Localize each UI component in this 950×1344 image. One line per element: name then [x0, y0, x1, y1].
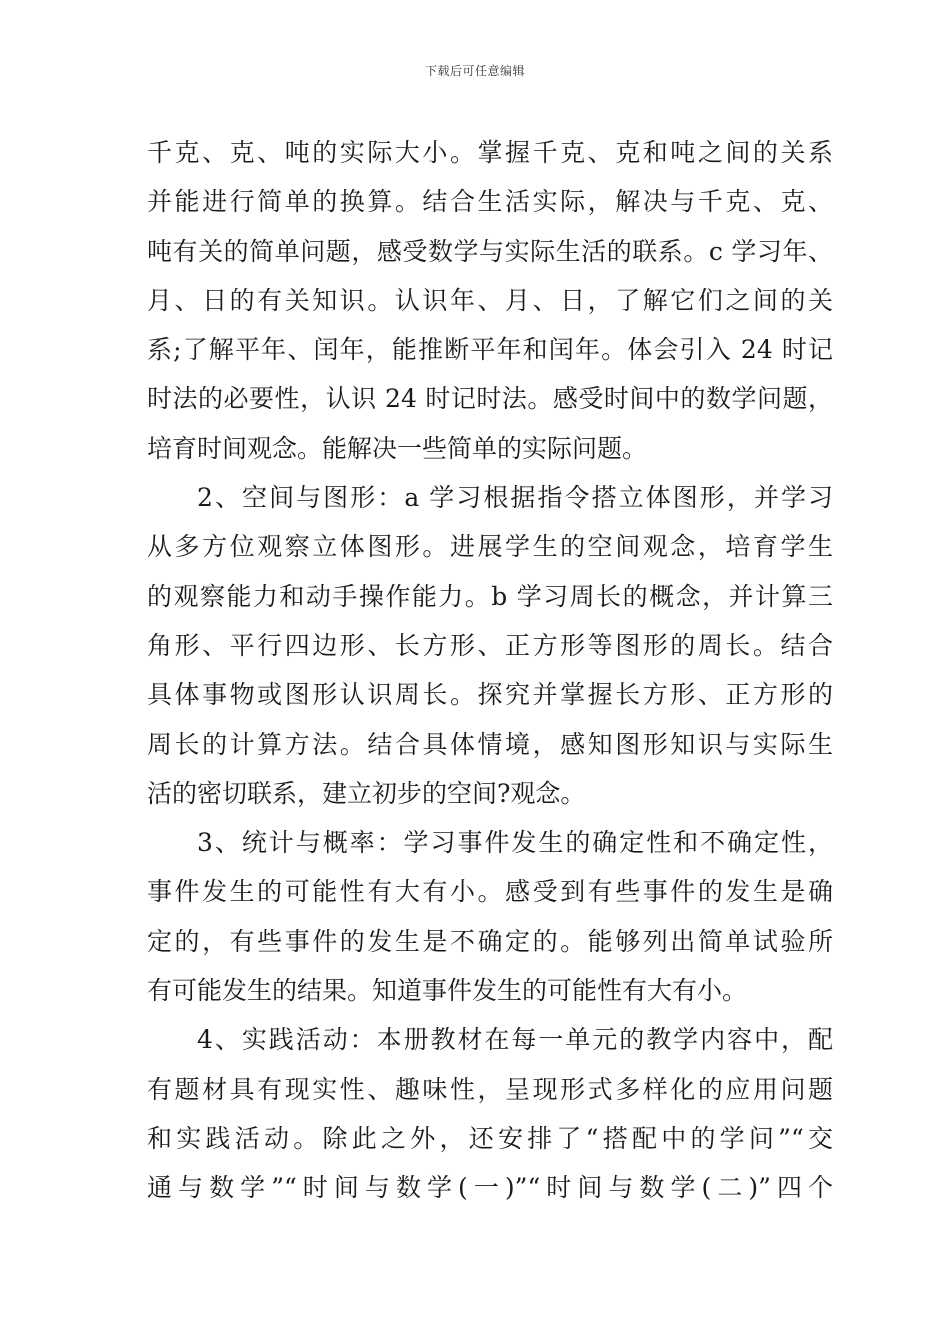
- document-body: [147, 128, 833, 1213]
- text-line: 事件发生的可能性有大有小。感受到有些事件的发生是确: [147, 877, 833, 907]
- text-line: 时法的必要性，认识 24 时记时法。感受时间中的数学问题，: [147, 384, 833, 414]
- text-line: 和实践活动。除此之外，还安排了“搭配中的学问”“交: [147, 1123, 833, 1153]
- text-line: 通与数学”“时间与数学(一)”“时间与数学(二)”四个: [147, 1173, 833, 1203]
- text-line: 2、空间与图形：a 学习根据指令搭立体图形，并学习: [197, 483, 833, 513]
- text-line: 并能进行简单的换算。结合生活实际，解决与千克、克、: [147, 187, 833, 217]
- paragraph-practice-activities: [147, 1015, 833, 1212]
- text-line: 4、实践活动：本册教材在每一单元的教学内容中，配: [197, 1025, 833, 1055]
- text-line: 有可能发生的结果。知道事件发生的可能性有大有小。: [147, 976, 748, 1006]
- text-line: 的观察能力和动手操作能力。b 学习周长的概念，并计算三: [147, 581, 833, 611]
- text-line: 培育时间观念。能解决一些简单的实际问题。: [147, 433, 648, 463]
- text-line: 月、日的有关知识。认识年、月、日，了解它们之间的关: [147, 285, 833, 315]
- text-line: 活的密切联系，建立初步的空间?观念。: [147, 778, 586, 808]
- text-line: 周长的计算方法。结合具体情境，感知图形知识与实际生: [147, 729, 833, 759]
- text-line: 3、统计与概率：学习事件发生的确定性和不确定性，: [197, 828, 833, 858]
- text-line: 系;了解平年、闰年，能推断平年和闰年。体会引入 24 时记: [147, 335, 833, 365]
- text-line: 定的，有些事件的发生是不确定的。能够列出简单试验所: [147, 926, 833, 956]
- paragraph-space-and-shape: [147, 473, 833, 818]
- text-line: 具体事物或图形认识周长。探究并掌握长方形、正方形的: [147, 680, 833, 710]
- page-header: 下载后可任意编辑: [424, 64, 525, 78]
- text-line: 吨有关的简单问题，感受数学与实际生活的联系。c 学习年、: [147, 236, 833, 266]
- text-line: 角形、平行四边形、长方形、正方形等图形的周长。结合: [147, 630, 833, 660]
- text-line: 从多方位观察立体图形。进展学生的空间观念，培育学生: [147, 532, 833, 562]
- paragraph-units-time: [147, 128, 833, 473]
- text-line: 有题材具有现实性、趣味性，呈现形式多样化的应用问题: [147, 1074, 833, 1104]
- text-line: 千克、克、吨的实际大小。掌握千克、克和吨之间的关系: [147, 138, 833, 167]
- paragraph-statistics-probability: [147, 818, 833, 1015]
